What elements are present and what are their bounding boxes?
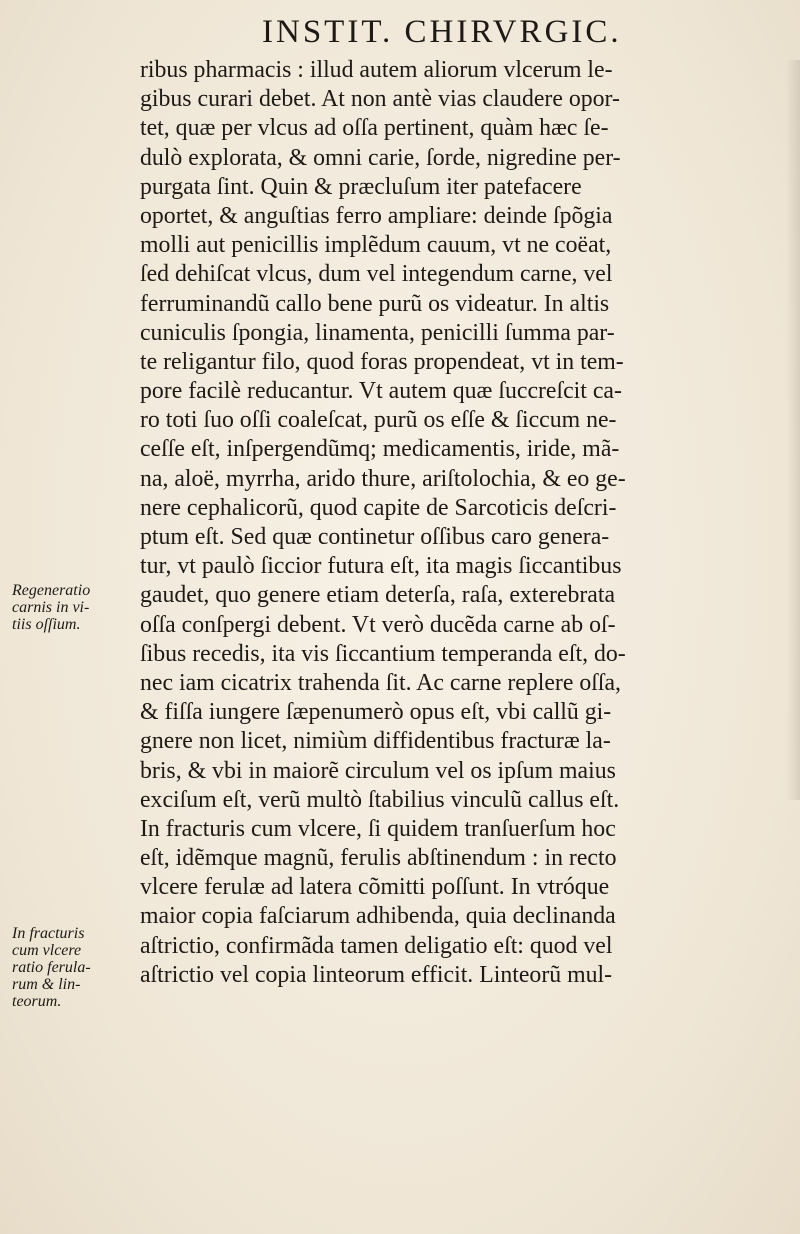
text-line: gaudet, quo genere etiam deterſa, raſa, exterebrata	[140, 582, 616, 609]
text-line: gibus curari debet. At non antè vias claudere opor-	[140, 86, 620, 113]
text-line: cuniculis ſpongia, linamenta, penicilli ſumma par-	[140, 319, 615, 346]
text-line: ceſſe eſt, inſpergendũmq; medicamentis, iride, mã-	[140, 436, 620, 463]
text-line: ro toti ſuo oſſi coaleſcat, purũ os eſſe & ſiccum ne-	[140, 407, 617, 434]
text-line: & fiſſa iungere ſæpenumerò opus eſt, vbi callũ gi-	[140, 699, 612, 726]
text-line: bris, & vbi in maiorẽ circulum vel os ipſum maius	[140, 757, 616, 784]
margin-note-fracturis	[12, 925, 124, 1010]
text-line: aſtrictio, confirmãda tamen deligatio eſt: quod vel	[140, 932, 613, 959]
text-line: oſſa conſpergi debent. Vt verò ducẽda carne ab oſ-	[140, 611, 616, 638]
margin-note-regeneratio	[12, 582, 124, 633]
text-line: tur, vt paulò ſiccior futura eſt, ita magis ſiccantibus	[140, 553, 622, 580]
text-line: tet, quæ per vlcus ad oſſa pertinent, quàm hæc ſe-	[140, 115, 609, 142]
text-line: molli aut penicillis implẽdum cauum, vt ne coëat,	[140, 232, 612, 259]
body-text	[140, 56, 770, 990]
margin-note-line: Regeneratio	[12, 582, 91, 599]
text-line: ribus pharmacis : illud autem aliorum vlcerum le-	[140, 57, 613, 83]
text-line: nere cephalicorũ, quod capite de Sarcoticis deſcri-	[140, 494, 617, 521]
text-line: purgata ſint. Quin & præcluſum iter patefacere	[140, 173, 582, 200]
text-line: vlcere ferulæ ad latera cõmitti poſſunt. In vtróque	[140, 874, 610, 901]
text-line: ferruminandũ callo bene purũ os videatur. In altis	[140, 290, 610, 317]
text-line: ſed dehiſcat vlcus, dum vel integendum carne, vel	[140, 261, 613, 288]
text-line: eſt, idẽmque magnũ, ferulis abſtinendum : in recto	[140, 845, 617, 872]
text-line: nec iam cicatrix trahenda ſit. Ac carne replere oſſa,	[140, 669, 621, 696]
margin-note-line: tiis oſſium.	[12, 616, 81, 633]
text-line: pore facilè reducantur. Vt autem quæ ſuccreſcit ca-	[140, 378, 622, 405]
text-line: ptum eſt. Sed quæ continetur oſſibus caro genera-	[140, 524, 610, 550]
text-line: dulò explorata, & omni carie, ſorde, nigredine per-	[140, 144, 621, 171]
margin-note-line: cum vlcere	[12, 942, 82, 959]
margin-note-line: ratio ferula-	[12, 959, 91, 976]
margin-note-line: rum & lin-	[12, 976, 81, 993]
text-line: ſibus recedis, ita vis ſiccantium temperanda eſt, do-	[140, 640, 626, 667]
margin-note-line: carnis in vi-	[12, 599, 90, 616]
text-line: aſtrictio vel copia linteorum efficit. Linteorũ mul-	[140, 961, 613, 988]
running-header: INSTIT. CHIRVRGIC.	[262, 14, 622, 50]
text-line: te religantur filo, quod foras propendeat, vt in tem-	[140, 348, 624, 375]
text-line: exciſum eſt, verũ multò ſtabilius vinculũ callus eſt.	[140, 786, 620, 813]
text-line: oportet, & anguſtias ferro ampliare: deinde ſpõgia	[140, 202, 613, 229]
margin-note-line: teorum.	[12, 993, 62, 1010]
text-line: gnere non licet, nimiùm diffidentibus fracturæ la-	[140, 728, 611, 755]
text-line: na, aloë, myrrha, arido thure, ariſtolochia, & eo ge-	[140, 465, 626, 492]
margin-note-line: In fracturis	[12, 925, 85, 942]
text-line: maior copia faſciarum adhibenda, quia declinanda	[140, 903, 616, 930]
page-edge-shadow	[786, 60, 800, 800]
text-line: In fracturis cum vlcere, ſi quidem tranſuerſum hoc	[140, 815, 616, 842]
